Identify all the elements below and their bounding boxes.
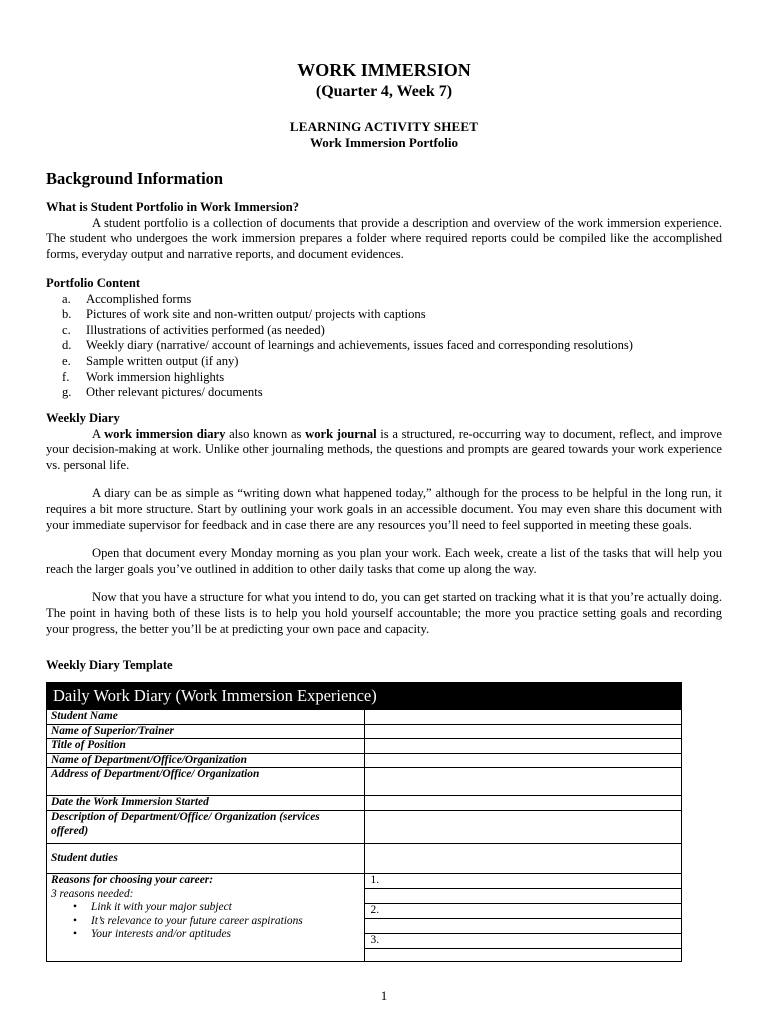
reason-line[interactable]: [365, 889, 682, 904]
bullet-text: Your interests and/or aptitudes: [91, 928, 231, 941]
reason-bullet: [51, 915, 360, 929]
reasons-sub: 3 reasons needed:: [51, 887, 134, 900]
list-item: [46, 385, 722, 401]
field-value-cell[interactable]: [364, 843, 682, 873]
reason-line[interactable]: [365, 904, 682, 919]
template-heading: Weekly Diary Template: [46, 658, 173, 672]
reasons-answer-cell: [364, 873, 682, 961]
field-label: Description of Department/Office/ Organization (services offered): [47, 810, 365, 843]
diary-paragraph-2: A diary can be as simple as “writing down what happened today,” although for the process to be helpful in the long run, it requires a bit more structure. Start by outlining your work goals in an accessible document. You may even share this document with your immediate supervisor for feedback and in case there are any resources you’ll need to feel supported in meeting these goals.: [46, 486, 722, 532]
reasons-label: Reasons for choosing your career:: [51, 873, 214, 886]
list-item: [46, 338, 722, 354]
bullet-text: Link it with your major subject: [91, 901, 232, 914]
field-value-cell[interactable]: [364, 753, 682, 768]
reason-bullet: [51, 928, 360, 942]
portfolio-content-section: [46, 276, 722, 401]
page-number: 1: [380, 988, 388, 1003]
field-value-cell[interactable]: [364, 796, 682, 811]
sheet-topic: Work Immersion Portfolio: [309, 135, 459, 150]
field-value-cell[interactable]: [364, 739, 682, 754]
text-run: also known as: [225, 426, 306, 441]
field-label: Address of Department/Office/ Organization: [47, 768, 365, 796]
field-value-cell[interactable]: [364, 768, 682, 796]
reason-line[interactable]: [365, 874, 682, 889]
bullet-text: It’s relevance to your future career aspirations: [91, 914, 303, 927]
sheet-type: LEARNING ACTIVITY SHEET: [289, 119, 479, 134]
reasons-cell: [47, 873, 365, 961]
term-work-immersion-diary: work immersion diary: [104, 426, 226, 441]
document-subtitle: (Quarter 4, Week 7): [315, 83, 453, 100]
field-label: Title of Position: [47, 739, 365, 754]
bullet-icon: •: [73, 901, 77, 914]
text-run: A: [92, 426, 105, 441]
reason-line[interactable]: [365, 934, 682, 949]
list-marker: g.: [62, 385, 72, 400]
field-label: Name of Department/Office/Organization: [47, 753, 365, 768]
list-item: [46, 307, 722, 323]
field-label: Date the Work Immersion Started: [47, 796, 365, 811]
reason-number: 1.: [370, 873, 380, 886]
document-title: WORK IMMERSION: [297, 60, 471, 80]
list-marker: f.: [62, 369, 70, 384]
list-item: [46, 323, 722, 339]
reason-bullet: [51, 901, 360, 915]
list-marker: a.: [62, 291, 71, 306]
diary-paragraph-3: Open that document every Monday morning as you plan your work. Each week, create a list of the tasks that will help you reach the larger goals you’ve outlined in addition to other daily tasks that come up along the way.: [46, 546, 722, 576]
list-marker: c.: [62, 322, 71, 337]
reason-line[interactable]: [365, 949, 682, 961]
text-run: is a structured, re-occurring way to document, reflect, and improve your decision-making at work. Unlike other journaling methods, the questions and prompts are geared towards your work experience vs. personal life.: [46, 426, 722, 472]
daily-work-diary-table: [46, 682, 682, 962]
list-item-text: Illustrations of activities performed (as needed): [86, 322, 325, 337]
reason-number: 3.: [370, 933, 380, 946]
definition-paragraph: A student portfolio is a collection of documents that provide a description and overview of the work immersion experience. The student who undergoes the work immersion prepares a folder where required reports could be compiled like the accomplished forms, everyday output and narrative reports, and document evidences.: [46, 215, 722, 261]
list-item: [46, 370, 722, 386]
list-item-text: Sample written output (if any): [86, 353, 239, 368]
list-marker: b.: [62, 307, 72, 322]
list-item-text: Weekly diary (narrative/ account of learnings and achievements, issues faced and corresponding resolutions): [86, 338, 633, 353]
field-label: Name of Superior/Trainer: [47, 724, 365, 739]
bullet-icon: •: [73, 914, 77, 927]
reason-line[interactable]: [365, 919, 682, 934]
field-value-cell[interactable]: [364, 810, 682, 843]
field-value-cell[interactable]: [364, 710, 682, 725]
background-section: [46, 200, 722, 262]
section-heading-background: Background Information: [46, 169, 224, 188]
reason-number: 2.: [370, 903, 380, 916]
list-marker: e.: [62, 353, 71, 368]
portfolio-content-heading: Portfolio Content: [46, 276, 141, 290]
list-item: [46, 292, 722, 308]
list-item-text: Work immersion highlights: [86, 369, 225, 384]
list-marker: d.: [62, 338, 72, 353]
field-label: Student Name: [47, 710, 365, 725]
question-heading: What is Student Portfolio in Work Immersion?: [46, 200, 300, 214]
diary-paragraph-4: Now that you have a structure for what you intend to do, you can get started on tracking what it is that you’re actually doing. The point in having both of these lists is to help you hold yourself accountable; the more you practice setting goals and recording your progress, the better you’ll be at predicting your own pace and capacity.: [46, 590, 722, 636]
diary-paragraph-1: [46, 427, 722, 474]
bullet-icon: •: [73, 928, 77, 941]
field-label: Student duties: [47, 843, 365, 873]
list-item-text: Accomplished forms: [86, 291, 192, 306]
weekly-diary-section: [46, 411, 722, 637]
portfolio-content-list: [46, 292, 722, 401]
field-value-cell[interactable]: [364, 724, 682, 739]
list-item: [46, 354, 722, 370]
list-item-text: Other relevant pictures/ documents: [86, 385, 263, 400]
table-title: Daily Work Diary (Work Immersion Experience): [47, 683, 682, 710]
weekly-diary-heading: Weekly Diary: [46, 411, 120, 425]
term-work-journal: work journal: [305, 426, 377, 441]
list-item-text: Pictures of work site and non-written output/ projects with captions: [86, 307, 426, 322]
